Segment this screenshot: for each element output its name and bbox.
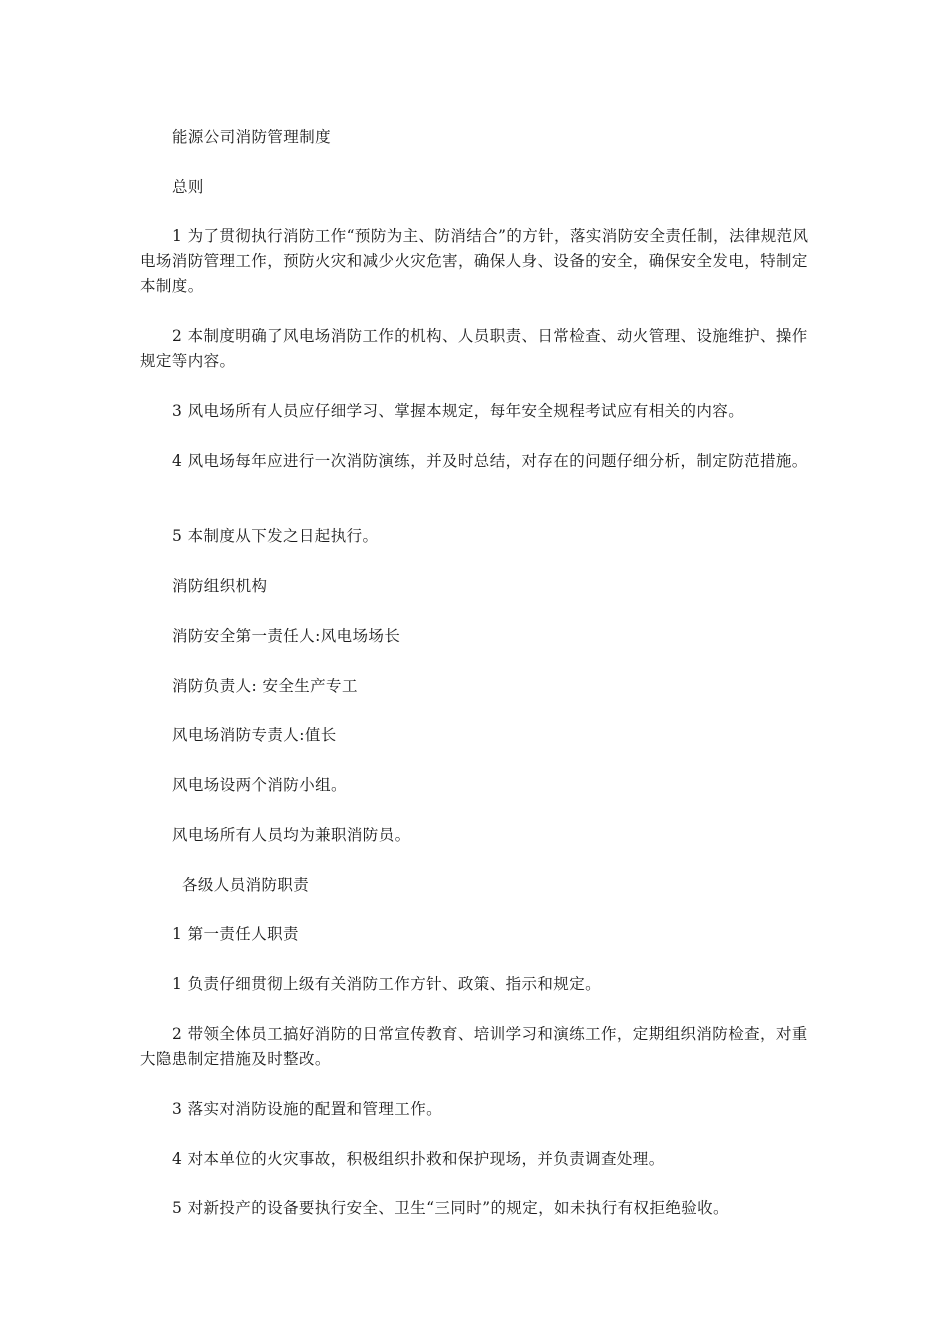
paragraph: 消防负责人: 安全生产专工 (172, 677, 358, 695)
paragraph: 风电场所有人员均为兼职消防员。 (172, 826, 411, 844)
paragraph: 1 第一责任人职责 (172, 925, 299, 943)
paragraph: 风电场设两个消防小组。 (172, 776, 347, 794)
document-title: 能源公司消防管理制度 (172, 128, 332, 146)
section-heading-organization: 消防组织机构 (172, 577, 268, 595)
paragraph: 5 本制度从下发之日起执行。 (172, 527, 379, 545)
paragraph: 1 为了贯彻执行消防工作“预防为主、防消结合”的方针，落实消防安全责任制，法律规范风电场消防管理工作，预防火灾和减少火灾危害，确保人身、设备的安全，确保安全发电，特制定本制度。 (140, 227, 809, 295)
paragraph: 5 对新投产的设备要执行安全、卫生“三同时”的规定，如未执行有权拒绝验收。 (172, 1199, 729, 1217)
section-heading-general: 总则 (172, 178, 204, 196)
paragraph: 2 带领全体员工搞好消防的日常宣传教育、培训学习和演练工作，定期组织消防检查，对重大隐患制定措施及时整改。 (140, 1025, 808, 1068)
paragraph: 风电场消防专责人:值长 (172, 726, 337, 744)
paragraph: 消防安全第一责任人:风电场场长 (172, 627, 401, 645)
paragraph: 1 负责仔细贯彻上级有关消防工作方针、政策、指示和规定。 (172, 975, 601, 993)
paragraph: 3 落实对消防设施的配置和管理工作。 (172, 1100, 442, 1118)
paragraph: 4 对本单位的火灾事故，积极组织扑救和保护现场，并负责调查处理。 (172, 1150, 665, 1168)
paragraph: 3 风电场所有人员应仔细学习、掌握本规定，每年安全规程考试应有相关的内容。 (172, 402, 745, 420)
section-heading-responsibilities: 各级人员消防职责 (182, 876, 310, 894)
paragraph: 2 本制度明确了风电场消防工作的机构、人员职责、日常检查、动火管理、设施维护、操作规定等内容。 (140, 327, 808, 370)
paragraph: 4 风电场每年应进行一次消防演练，并及时总结，对存在的问题仔细分析，制定防范措施。 (172, 452, 808, 470)
